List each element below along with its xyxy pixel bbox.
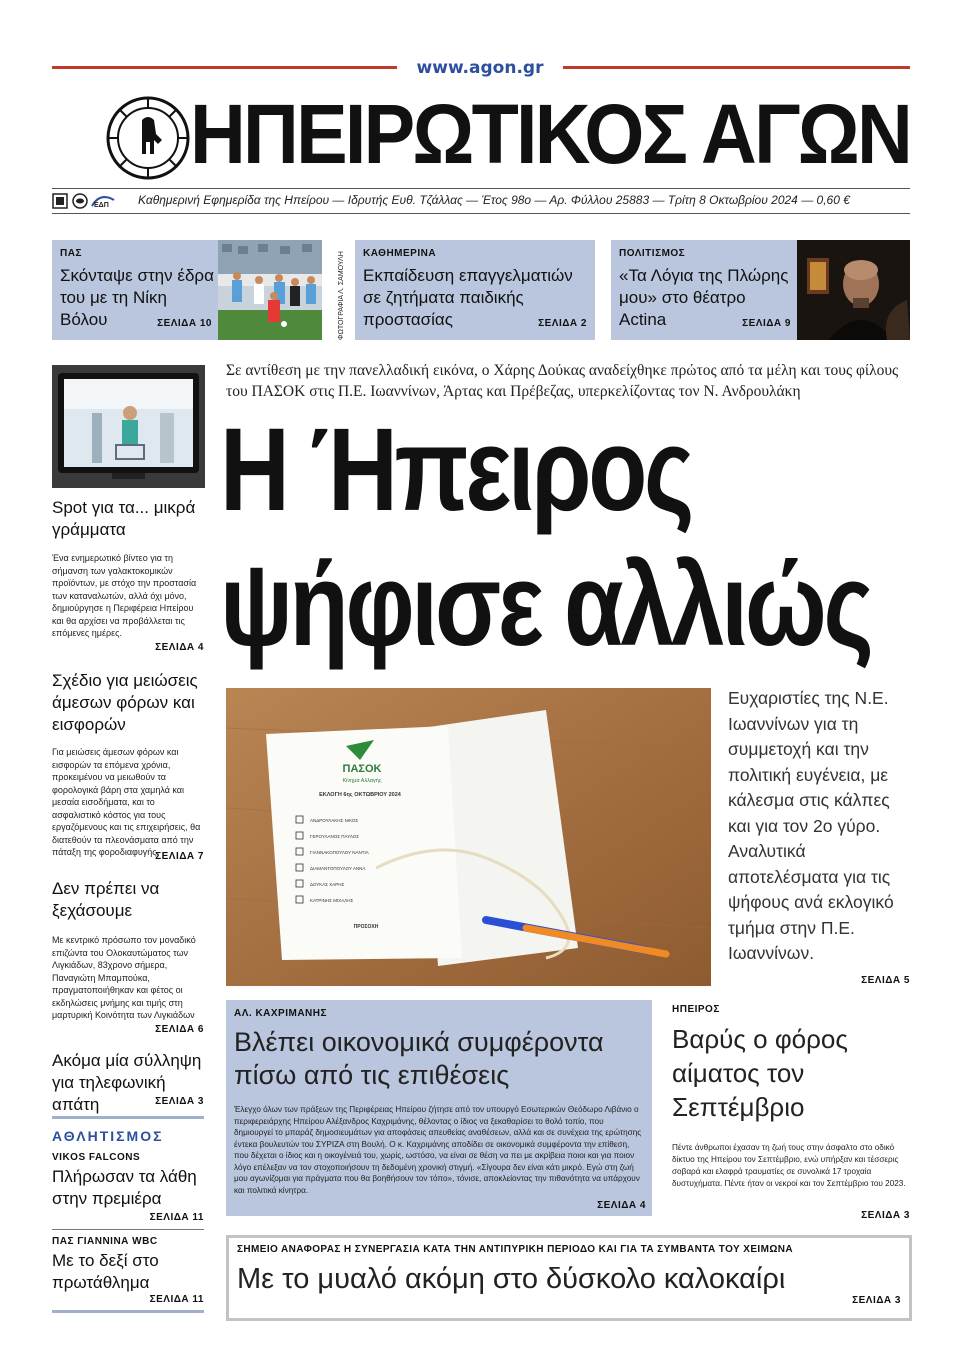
teaser-pas[interactable]: [52, 240, 218, 340]
left-story-3-page: ΣΕΛΙΔΑ 6: [155, 1024, 204, 1035]
ballot-candidate: ΓΙΑΝΝΑΚΟΠΟΥΛΟΥ ΝΑΝΤΙΑ: [310, 850, 369, 855]
kachrimanis-page: ΣΕΛΙΔΑ 4: [597, 1200, 646, 1211]
ballot-party: ΠΑΣΟΚ: [342, 763, 382, 775]
teaser-politismos[interactable]: [611, 240, 797, 340]
bottom-page: ΣΕΛΙΔΑ 3: [852, 1295, 901, 1306]
ballot-candidate: ΓΕΡΟΥΛΑΝΟΣ ΠΑΥΛΟΣ: [310, 834, 360, 839]
main-kicker: Σε αντίθεση με την πανελλαδική εικόνα, ο Χάρης Δούκας αναδείχθηκε πρώτος από τα μέλη και τους φίλους του ΠΑΣΟΚ στις Π.Ε. Ιωαννίνων, Άρτας και Πρέβεζας, υπερκελίζοντας τον Ν. Ανδρουλάκη: [226, 362, 899, 400]
sports-divider: [52, 1229, 204, 1230]
sponsor-logos-icon: [52, 192, 132, 210]
top-rule-left: [52, 66, 397, 69]
teaser-tag: ΠΑΣ: [60, 248, 82, 259]
teaser-tag: ΚΑΘΗΜΕΡΙΝΑ: [363, 248, 437, 259]
left-story-1-page: ΣΕΛΙΔΑ 4: [155, 642, 204, 653]
bottom-headline[interactable]: Με το μυαλό ακόμη στο δύσκολο καλοκαίρι: [237, 1263, 786, 1295]
epirus-tag: ΗΠΕΙΡΟΣ: [672, 1004, 720, 1015]
ballot-footer: ΠΡΟΣΟΧΗ: [353, 924, 379, 930]
ballot-subtitle: Κίνημα Αλλαγής: [342, 778, 382, 784]
epirus-body: Πέντε άνθρωποι έχασαν τη ζωή τους στην άσφαλτο στο οδικό δίκτυο της Ηπείρου τον Σεπτέμβριο, ενώ υπήρξαν και τέσσερις σοβαρά και ελαφρά τραυματίες σε συνολικά 17 τροχαία δυστυχήματα. Πέντε ήταν οι νεκροί και τον Σεπτέμβριο του 2023.: [672, 1143, 906, 1188]
info-bar: [52, 188, 910, 214]
epirus-page: ΣΕΛΙΔΑ 3: [861, 1210, 910, 1221]
teaser-kathimerina[interactable]: [355, 240, 595, 340]
teaser-page: ΣΕΛΙΔΑ 2: [538, 318, 587, 329]
issue-info-line: Καθημερινή Εφημερίδα της Ηπείρου — Ιδρυτής Ευθ. Τζάλλας — Έτος 98ο — Αρ. Φύλλου 25883 — Τρίτη 8 Οκτωβρίου 2024 — 0,60 €: [138, 193, 850, 207]
football-match-photo: [218, 240, 336, 340]
main-headline-line1[interactable]: Η Ήπειρος: [220, 404, 692, 536]
left-story-3-body: Με κεντρικό πρόσωπο τον μοναδικό επιζώντα του Ολοκαυτώματος των Λιγκιάδων, 83χρονο σήμερα, Παναγιώτη Μπαμπούκα, πραγματοποιήθηκαν και φέτος οι εκδηλώσεις μνήμης και τιμής στη μαρτυρική Κοινότητα των Λιγκιάδων: [52, 935, 196, 1020]
left-story-4-headline[interactable]: Ακόμα μία σύλληψη για τηλεφωνική απάτη: [52, 1051, 202, 1114]
kachrimanis-body: Έλεγχο όλων των πράξεων της Περιφέρειας Ηπείρου ζήτησε από τον υπουργό Εσωτερικών Θεόδωρο Λιβάνιο ο περιφερειάρχης Ηπείρου Αλέξανδρος Καχριμάνης, θέλοντας ο ίδιος να ξεκαθαρίσει το θολό τοπίο, που δημιουργεί το μπαράζ δημοσιευμάτων για αποφάσεις απευθείας αναθέσεων, αλλά και σε συνέχεια της ερώτησης έντεκα βουλευτών του ΣΥΡΙΖΑ στη Βουλή. Ο κ. Καχριμάνης αποδίδει σε οικονομικά συμφέροντα την επίθεση, που δέχεται ο ίδιος και η οικογένειά του, χωρίς, ωστόσο, να είναι σε θέση να πει με ακρίβεια ποιοι και για ποιον λόγο επέλεξαν να τον στοχοποιήσουν τη δεδομένη χρονική στιγμή. «Σίγουρα δεν είναι κάτι μικρό. Εγώ στη ζωή μου αγωνίζομαι για πράγματα που θα βοηθήσουν τον τόπο», τόνισε, αποκλείοντας την πιθανότητα να υπάρχουν και πολιτικά κίνητρα.: [234, 1105, 642, 1195]
pasok-ballot-photo: [226, 688, 711, 986]
teaser-headline[interactable]: Σκόνταψε στην έδρα του με τη Νίκη Βόλου: [60, 266, 214, 329]
photo-credit: ΦΩΤΟΓΡΑΦΙΑ Λ. ΣΑΜΟΥΛΗ: [338, 251, 345, 340]
kachrimanis-headline[interactable]: Βλέπει οικονομικά συμφέροντα πίσω από τις επιθέσεις: [234, 1027, 604, 1090]
bottom-kicker: ΣΗΜΕΙΟ ΑΝΑΦΟΡΑΣ Η ΣΥΝΕΡΓΑΣΙΑ ΚΑΤΑ ΤΗΝ ΑΝΤΙΠΥΡΙΚΗ ΠΕΡΙΟΔΟ ΚΑΙ ΓΙΑ ΤΑ ΣΥΜΒΑΝΤΑ ΤΟΥ ΧΕΙΜΩΝΑ: [237, 1244, 793, 1255]
ballot-candidate: ΔΟΥΚΑΣ ΧΑΡΗΣ: [310, 882, 345, 887]
teaser-page: ΣΕΛΙΔΑ 10: [157, 318, 212, 329]
sports-item-2-page: ΣΕΛΙΔΑ 11: [149, 1294, 204, 1305]
sports-rule-top: [52, 1116, 204, 1119]
left-story-3-headline[interactable]: Δεν πρέπει να ξεχάσουμε: [52, 879, 160, 920]
ballot-title: ΕΚΛΟΓΗ 6ης ΟΚΤΩΒΡΙΟΥ 2024: [319, 792, 401, 798]
left-story-2-body: Για μειώσεις άμεσων φόρων και εισφορών τα επόμενα χρόνια, προκειμένου να μειωθούν τα φορολογικά βάρη στα χαμηλά και μεσαία εισοδήματα, και το ασφαλιστικό κόστος για τους εργαζόμενους και τις επιχειρήσεις, θα διατεθούν τα πλεονάσματα από την πάταξη της φοροδιαφυγής.: [52, 747, 201, 857]
sports-item-1-tag: VIKOS FALCONS: [52, 1152, 141, 1163]
ballot-candidate: ΚΑΤΡΙΝΗΣ ΜΙΧΑΛΗΣ: [310, 898, 354, 903]
teaser-headline[interactable]: «Τα Λόγια της Πλώρης μου» στο θέατρο Actina: [619, 266, 789, 329]
sports-item-1-headline[interactable]: Πλήρωσαν τα λάθη στην πρεμιέρα: [52, 1167, 197, 1208]
main-story-page: ΣΕΛΙΔΑ 5: [861, 975, 910, 986]
teaser-page: ΣΕΛΙΔΑ 9: [742, 318, 791, 329]
top-rule-right: [563, 66, 910, 69]
left-story-4-page: ΣΕΛΙΔΑ 3: [155, 1096, 204, 1107]
sports-section-title: ΑΘΛΗΤΙΣΜΟΣ: [52, 1128, 164, 1144]
tv-spot-photo: [52, 365, 205, 488]
actor-portrait-photo: [797, 240, 910, 340]
left-story-1-headline[interactable]: Spot για τα... μικρά γράμματα: [52, 498, 196, 539]
main-side-text: Ευχαριστίες της Ν.Ε. Ιωαννίνων για τη συμμετοχή και την πολιτική ευγένεια, με κάλεσμα στις κάλπες και για τον 2ο γύρο. Αναλυτικά αποτελέσματα για τις ψήφους ανά εκλογικό τμήμα στην Π.Ε. Ιωαννίνων.: [728, 688, 894, 963]
epirus-headline[interactable]: Βαρύς ο φόρος αίματος τον Σεπτέμβριο: [672, 1024, 848, 1122]
teaser-tag: ΠΟΛΙΤΙΣΜΟΣ: [619, 248, 686, 259]
kachrimanis-tag: ΑΛ. ΚΑΧΡΙΜΑΝΗΣ: [234, 1008, 328, 1019]
sports-item-2-tag: ΠΑΣ ΓΙΑΝΝΙΝΑ WBC: [52, 1236, 158, 1247]
website-url[interactable]: www.agon.gr: [416, 58, 544, 78]
left-story-1-body: Ένα ενημερωτικό βίντεο για τη σήμανση των γαλακτοκομικών προϊόντων, με στόχο την προστασία των καταναλωτών, αλλά όχι μόνο, δημιούργησε η Περιφέρεια Ηπείρου και θα αρχίσει να προβάλλεται τις επόμενες ημέρες.: [52, 553, 197, 638]
ballot-candidate: ΑΝΔΡΟΥΛΑΚΗΣ ΝΙΚΟΣ: [310, 818, 359, 823]
newspaper-seal-logo: [106, 96, 190, 180]
logo-label: ΕΔΠ: [94, 202, 109, 209]
sports-item-2-headline[interactable]: Με το δεξί στο πρωτάθλημα: [52, 1251, 159, 1292]
main-headline-line2[interactable]: ψήφισε αλλιώς: [220, 539, 871, 671]
ballot-candidate: ΔΙΑΜΑΝΤΟΠΟΥΛΟΥ ΑΝΝΑ: [310, 866, 366, 871]
bottom-feature-box[interactable]: [226, 1235, 912, 1321]
left-story-2-headline[interactable]: Σχέδιο για μειώσεις άμεσων φόρων και εισφορών: [52, 671, 198, 734]
teaser-headline[interactable]: Εκπαίδευση επαγγελματιών σε ζητήματα παιδικής προστασίας: [363, 266, 573, 329]
left-story-2-page: ΣΕΛΙΔΑ 7: [155, 851, 204, 862]
sports-item-1-page: ΣΕΛΙΔΑ 11: [149, 1212, 204, 1223]
masthead-title: ΗΠΕΙΡΩΤΙΚΟΣ ΑΓΩΝ: [190, 87, 911, 181]
sports-rule-bottom: [52, 1310, 204, 1313]
kachrimanis-box[interactable]: [226, 1000, 652, 1216]
